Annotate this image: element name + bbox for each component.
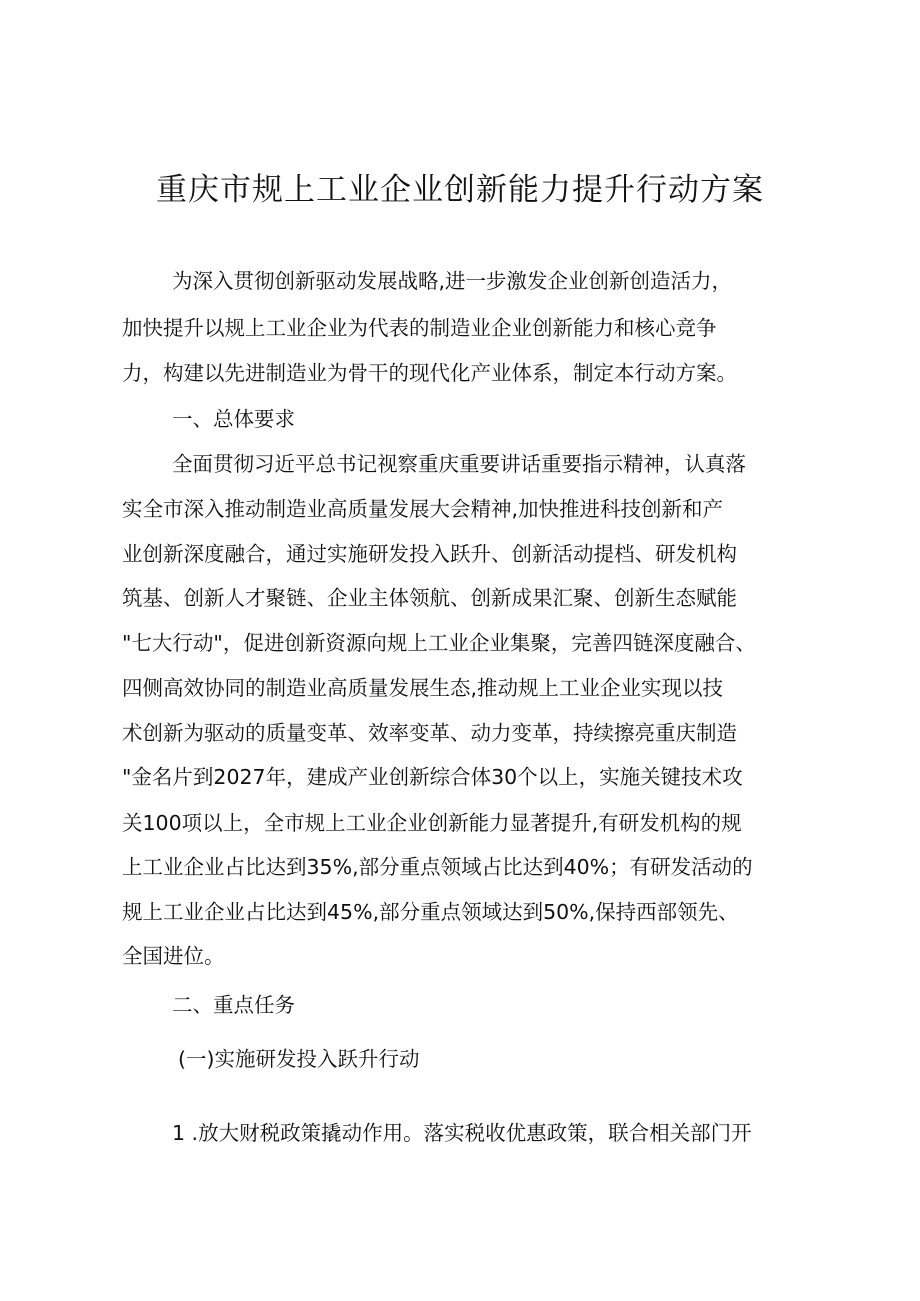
subsection-1-heading: (一)实施研发投入跃升行动 [178, 1047, 420, 1071]
item-1-line-1: 1 .放大财税政策撬动作用。落实税收优惠政策，联合相关部门开 [172, 1121, 752, 1145]
intro-line-3: 力，构建以先进制造业为骨干的现代化产业体系，制定本行动方案。 [122, 361, 737, 385]
section-1-line-7: 术创新为驱动的质量变革、效率变革、动力变革，持续擦亮重庆制造 [122, 721, 737, 745]
intro-line-2: 加快提升以规上工业企业为代表的制造业企业创新能力和核心竞争 [122, 316, 717, 340]
section-1-line-6: 四侧高效协同的制造业高质量发展生态,推动规上工业企业实现以技 [122, 676, 724, 700]
section-1-line-3: 业创新深度融合，通过实施研发投入跃升、创新活动提档、研发机构 [122, 542, 737, 566]
section-1-line-2: 实全市深入推动制造业高质量发展大会精神,加快推进科技创新和产 [122, 497, 724, 521]
section-2-heading: 二、重点任务 [172, 993, 295, 1017]
section-1-line-12: 全国进位。 [122, 944, 225, 968]
section-1-heading: 一、总体要求 [172, 407, 295, 431]
section-1-line-5: "七大行动"，促进创新资源向规上工业企业集聚，完善四链深度融合、 [122, 631, 756, 655]
section-1-line-4: 筑基、创新人才聚链、企业主体领航、创新成果汇聚、创新生态赋能 [122, 586, 737, 610]
document-title: 重庆市规上工业企业创新能力提升行动方案 [156, 172, 764, 208]
section-1-line-9: 关100项以上，全市规上工业企业创新能力显著提升,有研发机构的规 [122, 811, 742, 835]
section-1-line-8: "金名片到2027年，建成产业创新综合体30个以上，实施关键技术攻 [122, 765, 743, 789]
section-1-line-1: 全面贯彻习近平总书记视察重庆重要讲话重要指示精神，认真落 [172, 452, 746, 476]
section-1-line-11: 规上工业企业占比达到45%,部分重点领域达到50%,保持西部领先、 [122, 900, 739, 924]
section-1-line-10: 上工业企业占比达到35%,部分重点领域占比达到40%；有研发活动的 [122, 855, 753, 879]
intro-line-1: 为深入贯彻创新驱动发展战略,进一步激发企业创新创造活力， [172, 269, 733, 293]
